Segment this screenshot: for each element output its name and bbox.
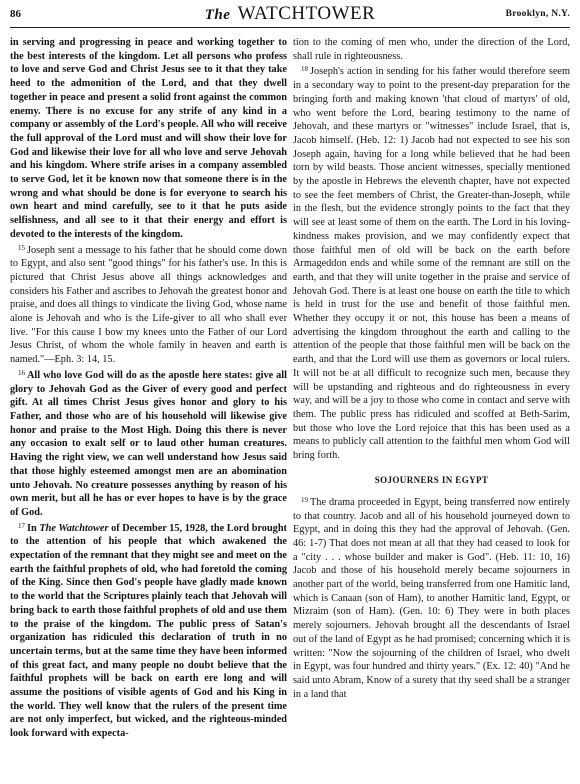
publication-title: The Watchtower (39, 522, 109, 534)
masthead-title: WATCHTOWER (237, 3, 376, 24)
paragraph-number: 19 (301, 495, 308, 504)
paragraph-text: The drama proceeded in Egypt, being transferred now entirely to that country. Jacob and all of his household journeyed down to Egypt, and in doing this they had the approval of Jehovah. (Gen. 46: 1-7) That does not mean at all that they had ceased to look for a "city . . . whose builder and maker is God". (Heb. 11: 10, 16) Jacob and those of his household merely became sojourners in another part of the world, being transferred from one Hamitic land, which is Canaan (son of Ham), to another Hamitic land, Egypt, or Mizraim (son of Ham). (Gen. 10: 6) They were in both places merely sojourners. Jehovah brought all the descendants of Israel out of the land of Egypt as he had promised; concerning which it is written: "Now the sojourning of the children of Israel, who dwelt in Egypt, was four hundred and thirty years." (Ex. 12: 40) "And he said unto Abram, Know of a surety that thy seed shall be a stranger in a land that (293, 496, 570, 700)
page-header (10, 3, 570, 25)
paragraph-17 (10, 520, 287, 741)
paragraph-text: Joseph's action in sending for his father would therefore seem in a secondary way to point to the present-day preparation for the bringing forth and making known 'that cloud of martyrs' of old, who went before the Lord, bearing testimony to the name of Jehovah, and these martyrs or "witnesses" include Israel, that is, Jacob himself. (Heb. 12: 1) Jacob had not expected to see his son Joseph again, having for a long while believed that he had been torn by wild beasts. Those ancient witnesses, specially mentioned by the apostle in Hebrews the eleventh chapter, have not expected to see the feet members of Christ, the Greater-than-Joseph, while in the flesh, but the evidence strongly points to the fact that they will see at least some of them on the earth. The Lord in his loving-kindness makes provision, and we may confidently expect that those faithful men of old will be back on the earth before Armageddon ends and while some of the remnant are still on the earth, and that they will unite together in the praise and service of Jehovah God. There is at least one house on earth the title to which is held in trust for the use and benefit of those faithful men. Whether they occupy it or not, this house has been a means of advertising the kingdom throughout the earth and calling to the attention of the people that those faithful men will be back on the earth, and that the Lord will use them as governors or local rulers. It will not be at all difficult to recognize such men, because they will be upstanding and righteous and do righteousness in every way, and will be a joy to those who come in contact and serve with them. The public press has ridiculed and scoffed at Beth-Sarim, but those who love the Lord rejoice that this has been used as a means to publicly call attention to the faithful men whom God will bring forth. (293, 66, 570, 462)
paragraph-text: All who love God will do as the apostle here states: give all glory to Jehovah God as the Giver of every good and perfect gift. At all times Christ Jesus gives honor and glory to his Father, and those who are of his household will likewise give honor and praise to the Most High. Doing this there is never any occasion to exalt self or to laud other human creatures. Having the right view, we can well understand how Jesus said that those highly esteemed amongst men are an abomination unto Jehovah. No creature possesses anything by reason of his own merit, but all he has or ever hopes to have is by the grace of God. (10, 369, 287, 518)
paragraph-14-continued: in serving and progressing in peace and working together to the best interests of the kingdom. Let all persons who profess to love and serve God and Christ Jesus see to it that they take heed to the admonition of the Lord, and that they dwell together in peace and present a solid front against the common enemy. There is no excuse for any strife of any kind in a company or assembly of the Lord's people. All who will receive the full approval of the Lord must and will show their love for God and likewise their love for all who love and serve Jehovah and his kingdom. Where strife arises in a company assembled to serve God, let it be known now that someone there is in the wrong and what should be done is for everyone to search his own heart and mind carefully, see to it that he puts aside selfishness, and all see to it that their energy and effort is devoted to the interests of the kingdom. (10, 37, 287, 240)
paragraph-text: of December 15, 1928, the Lord brought to the attention of his people that which awakened the expectation of the remnant that they might see and meet on the earth the faithful prophets of old, who had foretold the coming of the King. Since then God's people have gladly made known to the world that the Scriptures plainly teach that Jehovah will bring back to earth those faithful prophets of old and use them to the praise of the kingdom. The public press of Satan's organization has ridiculed this declaration of truth in no uncertain terms, but at the same time they have been informed of this great fact, and many people no doubt believe that the faithful prophets will be back on earth ere long and will assume the positions of visible agents of God and his King in the world. They well know that the rulers of the present time are not only imperfect, but wicked, and the righteous-minded look forward with expecta- (10, 522, 287, 740)
section-subheading: SOJOURNERS IN EGYPT (374, 474, 489, 485)
masthead-prefix: The (204, 7, 231, 23)
page-number: 86 (10, 8, 21, 20)
masthead (205, 3, 376, 25)
article-columns (10, 36, 570, 782)
paragraph-lead: In (27, 522, 40, 534)
paragraph-number: 17 (18, 521, 25, 530)
paragraph-17-continued: tion to the coming of men who, under the direction of the Lord, shall rule in righteousness. (293, 37, 570, 62)
paragraph-text: Joseph sent a message to his father that he should come down to Egypt, and also sent "good things" for his father's use. In this is pictured that Christ Jesus above all things acknowledges and considers his Father and ascribes to Jehovah the greatest honor and praise, and does all things to vindicate the living God, whose name alone is Jehovah and who is the Life-giver to all who shall ever live. "For this cause I bow my knees unto the Father of our Lord Jesus Christ, of whom the whole family in heaven and earth is named."—Eph. 3: 14, 15. (10, 244, 287, 366)
paragraph-number: 16 (18, 368, 25, 377)
paragraph-15 (10, 242, 287, 367)
paragraph-19 (293, 494, 570, 702)
paragraph-number: 18 (301, 65, 308, 74)
paragraph-18 (293, 63, 570, 462)
issue-location: Brooklyn, N.Y. (505, 9, 570, 19)
header-rule (10, 27, 570, 28)
paragraph-number: 15 (18, 243, 25, 252)
paragraph-16 (10, 367, 287, 520)
right-column (293, 36, 570, 782)
left-column (10, 36, 287, 782)
